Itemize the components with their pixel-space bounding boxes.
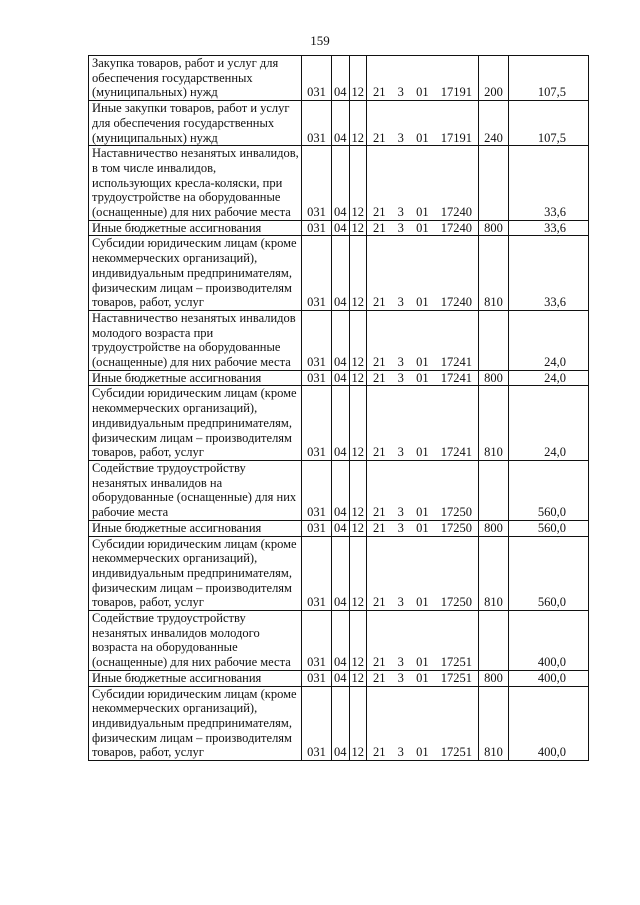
expense-type-code	[479, 611, 509, 671]
target-article-part: 01	[416, 370, 429, 385]
table-row	[89, 310, 589, 370]
target-article-part: 17191	[440, 85, 472, 100]
target-article-code	[367, 370, 479, 386]
target-article-part: 21	[373, 355, 386, 370]
podrazdel-code: 12	[349, 460, 367, 520]
podrazdel-code: 12	[349, 386, 367, 461]
expense-type-code: 810	[479, 236, 509, 311]
target-article-part: 3	[397, 595, 404, 610]
glava-code: 031	[302, 386, 332, 461]
target-article-code	[367, 520, 479, 536]
amount: 24,0	[509, 386, 589, 461]
target-article-code	[367, 386, 479, 461]
amount: 24,0	[509, 370, 589, 386]
target-article-part: 01	[416, 745, 429, 760]
glava-code: 031	[302, 220, 332, 236]
glava-code: 031	[302, 460, 332, 520]
budget-table	[88, 55, 589, 761]
podrazdel-code: 12	[349, 686, 367, 761]
row-name: Субсидии юридическим лицам (кроме некоммерческих организаций), индивидуальным предпринимателям, физическим лицам – производителям товаров, работ, услуг	[89, 536, 302, 611]
target-article-part: 21	[373, 130, 386, 145]
razdel-code: 04	[332, 146, 350, 221]
target-article-part: 3	[397, 445, 404, 460]
table-row	[89, 370, 589, 386]
razdel-code: 04	[332, 386, 350, 461]
razdel-code: 04	[332, 101, 350, 146]
expense-type-code: 800	[479, 670, 509, 686]
amount: 560,0	[509, 460, 589, 520]
row-name: Субсидии юридическим лицам (кроме некоммерческих организаций), индивидуальным предпринимателям, физическим лицам – производителям товаров, работ, услуг	[89, 386, 302, 461]
row-name: Иные бюджетные ассигнования	[89, 220, 302, 236]
razdel-code: 04	[332, 520, 350, 536]
amount: 400,0	[509, 611, 589, 671]
target-article-part: 17241	[440, 370, 472, 385]
expense-type-code: 200	[479, 56, 509, 101]
amount: 400,0	[509, 670, 589, 686]
target-article-code	[367, 56, 479, 101]
amount: 560,0	[509, 536, 589, 611]
target-article-part: 17251	[440, 745, 472, 760]
amount: 107,5	[509, 101, 589, 146]
podrazdel-code: 12	[349, 611, 367, 671]
table-row	[89, 101, 589, 146]
target-article-part: 3	[397, 745, 404, 760]
target-article-part: 21	[373, 655, 386, 670]
razdel-code: 04	[332, 686, 350, 761]
target-article-part: 21	[373, 370, 386, 385]
target-article-part: 3	[397, 505, 404, 520]
amount: 400,0	[509, 686, 589, 761]
target-article-part: 17250	[440, 595, 472, 610]
target-article-part: 21	[373, 595, 386, 610]
glava-code: 031	[302, 310, 332, 370]
table-row	[89, 670, 589, 686]
expense-type-code: 240	[479, 101, 509, 146]
glava-code: 031	[302, 56, 332, 101]
target-article-code	[367, 310, 479, 370]
row-name: Наставничество незанятых инвалидов молодого возраста при трудоустройстве на оборудованные (оснащенные) для них рабочие места	[89, 310, 302, 370]
glava-code: 031	[302, 236, 332, 311]
target-article-part: 3	[397, 655, 404, 670]
glava-code: 031	[302, 520, 332, 536]
target-article-part: 21	[373, 295, 386, 310]
glava-code: 031	[302, 686, 332, 761]
target-article-code	[367, 686, 479, 761]
razdel-code: 04	[332, 536, 350, 611]
row-name: Наставничество незанятых инвалидов, в том числе инвалидов, использующих кресла-коляски, при трудоустройстве на оборудованные (оснащенные) для них рабочие места	[89, 146, 302, 221]
podrazdel-code: 12	[349, 220, 367, 236]
razdel-code: 04	[332, 611, 350, 671]
target-article-part: 17240	[440, 220, 472, 235]
target-article-part: 17191	[440, 130, 472, 145]
target-article-code	[367, 611, 479, 671]
table-row	[89, 611, 589, 671]
target-article-part: 21	[373, 85, 386, 100]
expense-type-code: 800	[479, 220, 509, 236]
razdel-code: 04	[332, 370, 350, 386]
target-article-part: 17250	[440, 520, 472, 535]
target-article-part: 3	[397, 205, 404, 220]
glava-code: 031	[302, 536, 332, 611]
target-article-part: 01	[416, 295, 429, 310]
target-article-code	[367, 236, 479, 311]
target-article-part: 01	[416, 655, 429, 670]
target-article-part: 3	[397, 295, 404, 310]
podrazdel-code: 12	[349, 520, 367, 536]
row-name: Субсидии юридическим лицам (кроме некоммерческих организаций), индивидуальным предпринимателям, физическим лицам – производителям товаров, работ, услуг	[89, 686, 302, 761]
target-article-part: 17240	[440, 295, 472, 310]
target-article-part: 3	[397, 355, 404, 370]
target-article-part: 01	[416, 220, 429, 235]
razdel-code: 04	[332, 236, 350, 311]
target-article-part: 01	[416, 130, 429, 145]
razdel-code: 04	[332, 56, 350, 101]
target-article-code	[367, 460, 479, 520]
row-name: Иные закупки товаров, работ и услуг для обеспечения государственных (муниципальных) нужд	[89, 101, 302, 146]
amount: 560,0	[509, 520, 589, 536]
expense-type-code: 800	[479, 520, 509, 536]
podrazdel-code: 12	[349, 101, 367, 146]
razdel-code: 04	[332, 460, 350, 520]
table-row	[89, 220, 589, 236]
amount: 107,5	[509, 56, 589, 101]
expense-type-code: 810	[479, 386, 509, 461]
target-article-part: 3	[397, 130, 404, 145]
table-row	[89, 686, 589, 761]
target-article-part: 21	[373, 205, 386, 220]
glava-code: 031	[302, 670, 332, 686]
table-body	[89, 56, 589, 761]
target-article-part: 21	[373, 220, 386, 235]
page-number: 159	[310, 33, 330, 48]
target-article-part: 01	[416, 520, 429, 535]
target-article-part: 21	[373, 520, 386, 535]
amount: 33,6	[509, 146, 589, 221]
target-article-code	[367, 101, 479, 146]
glava-code: 031	[302, 101, 332, 146]
glava-code: 031	[302, 146, 332, 221]
amount: 33,6	[509, 236, 589, 311]
target-article-part: 01	[416, 85, 429, 100]
razdel-code: 04	[332, 220, 350, 236]
target-article-part: 3	[397, 670, 404, 685]
razdel-code: 04	[332, 310, 350, 370]
target-article-part: 17240	[440, 205, 472, 220]
row-name: Закупка товаров, работ и услуг для обеспечения государственных (муниципальных) нужд	[89, 56, 302, 101]
target-article-part: 01	[416, 670, 429, 685]
amount: 33,6	[509, 220, 589, 236]
target-article-part: 17241	[440, 445, 472, 460]
target-article-code	[367, 536, 479, 611]
expense-type-code: 810	[479, 536, 509, 611]
target-article-part: 17251	[440, 655, 472, 670]
row-name: Субсидии юридическим лицам (кроме некоммерческих организаций), индивидуальным предпринимателям, физическим лицам – производителям товаров, работ, услуг	[89, 236, 302, 311]
row-name: Иные бюджетные ассигнования	[89, 370, 302, 386]
table-row	[89, 460, 589, 520]
podrazdel-code: 12	[349, 310, 367, 370]
target-article-code	[367, 670, 479, 686]
target-article-part: 3	[397, 370, 404, 385]
amount: 24,0	[509, 310, 589, 370]
target-article-part: 01	[416, 355, 429, 370]
target-article-part: 17251	[440, 670, 472, 685]
row-name: Иные бюджетные ассигнования	[89, 670, 302, 686]
expense-type-code	[479, 146, 509, 221]
glava-code: 031	[302, 611, 332, 671]
target-article-part: 01	[416, 505, 429, 520]
podrazdel-code: 12	[349, 536, 367, 611]
table-row	[89, 56, 589, 101]
razdel-code: 04	[332, 670, 350, 686]
table-row	[89, 146, 589, 221]
podrazdel-code: 12	[349, 236, 367, 311]
podrazdel-code: 12	[349, 56, 367, 101]
target-article-part: 3	[397, 520, 404, 535]
target-article-part: 3	[397, 85, 404, 100]
row-name: Содействие трудоустройству незанятых инвалидов молодого возраста на оборудованные (оснащенные) для них рабочие места	[89, 611, 302, 671]
target-article-part: 21	[373, 505, 386, 520]
podrazdel-code: 12	[349, 670, 367, 686]
expense-type-code	[479, 310, 509, 370]
expense-type-code: 810	[479, 686, 509, 761]
target-article-part: 01	[416, 205, 429, 220]
target-article-part: 17241	[440, 355, 472, 370]
table-row	[89, 536, 589, 611]
table-row	[89, 520, 589, 536]
target-article-part: 3	[397, 220, 404, 235]
target-article-part: 01	[416, 445, 429, 460]
target-article-code	[367, 220, 479, 236]
target-article-part: 21	[373, 670, 386, 685]
row-name: Иные бюджетные ассигнования	[89, 520, 302, 536]
glava-code: 031	[302, 370, 332, 386]
target-article-part: 17250	[440, 505, 472, 520]
expense-type-code	[479, 460, 509, 520]
target-article-part: 21	[373, 445, 386, 460]
table-row	[89, 236, 589, 311]
target-article-code	[367, 146, 479, 221]
table-row	[89, 386, 589, 461]
podrazdel-code: 12	[349, 370, 367, 386]
target-article-part: 01	[416, 595, 429, 610]
podrazdel-code: 12	[349, 146, 367, 221]
expense-type-code: 800	[479, 370, 509, 386]
target-article-part: 21	[373, 745, 386, 760]
row-name: Содействие трудоустройству незанятых инвалидов на оборудованные (оснащенные) для них рабочие места	[89, 460, 302, 520]
